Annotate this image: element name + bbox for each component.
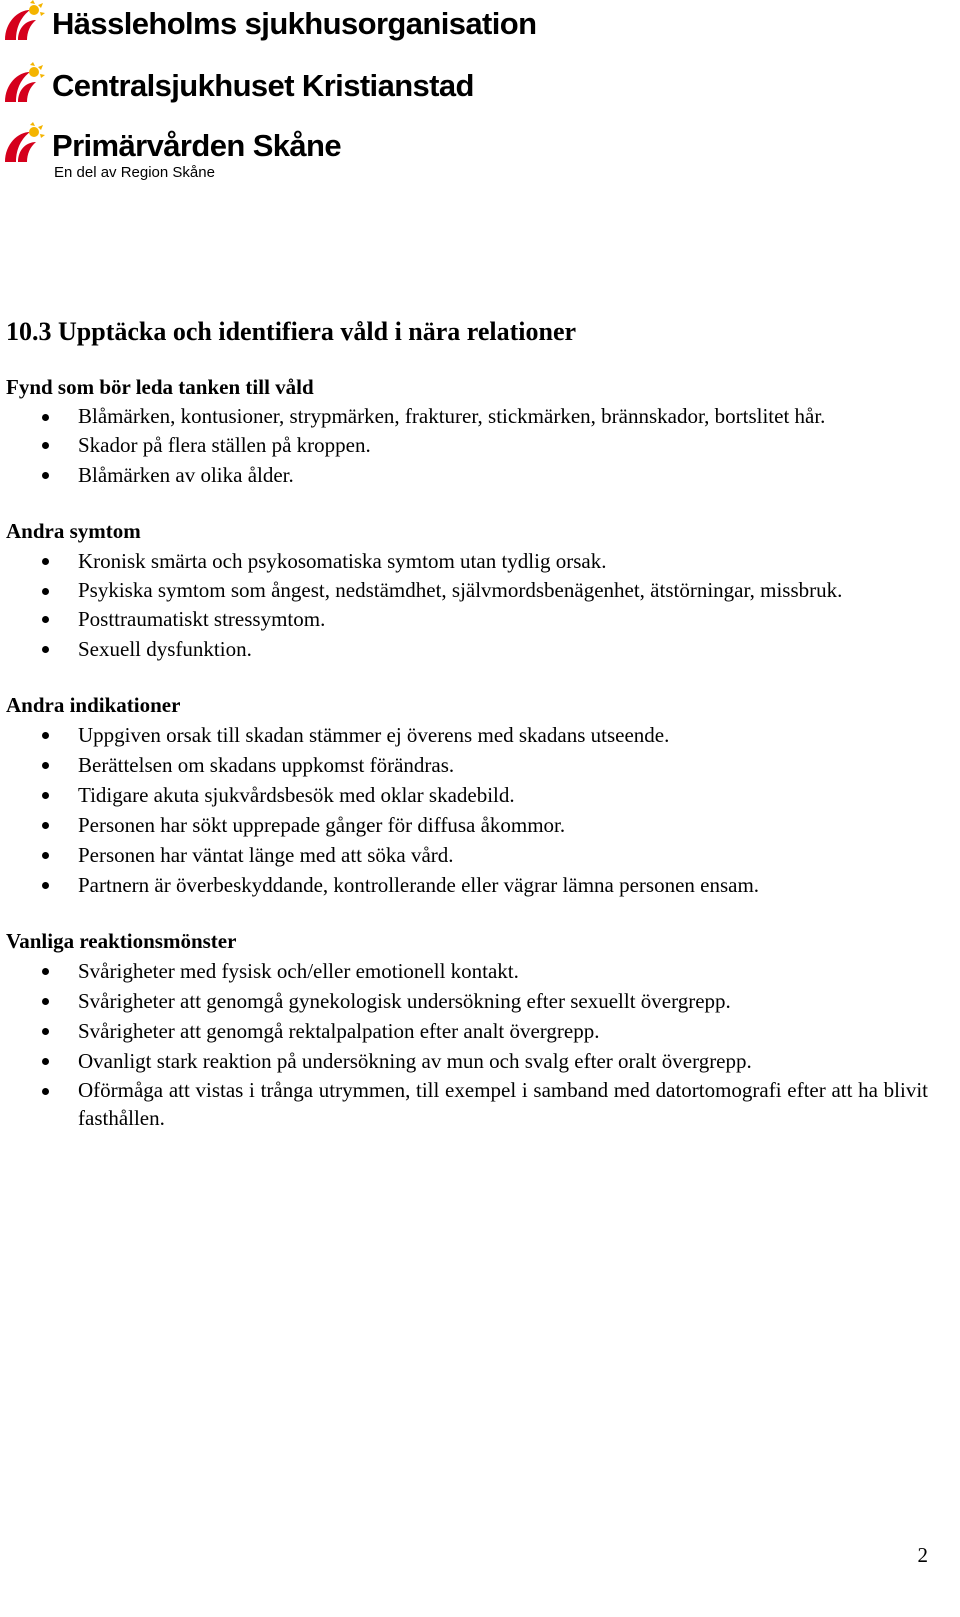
section-heading: Vanliga reaktionsmönster <box>6 929 237 953</box>
bullet-list <box>6 956 928 1132</box>
list-item: Kronisk smärta och psykosomatiska symtom utan tydlig orsak. <box>6 546 928 576</box>
bullet-icon <box>42 472 49 479</box>
list-item: Svårigheter med fysisk och/eller emotionell kontakt. <box>6 956 928 986</box>
section-heading: Andra symtom <box>6 519 141 543</box>
bullet-icon <box>42 442 49 449</box>
bullet-icon <box>42 882 49 889</box>
bullet-icon <box>42 1088 49 1095</box>
page-title: 10.3 Upptäcka och identifiera våld i nära relationer <box>6 317 577 346</box>
list-item: Posttraumatiskt stressymtom. <box>6 604 928 634</box>
region-skane-griffin-logo-icon <box>0 62 46 108</box>
bullet-list <box>6 546 928 664</box>
bullet-icon <box>42 1028 49 1035</box>
list-item: Uppgiven orsak till skadan stämmer ej överens med skadans utseende. <box>6 720 928 750</box>
list-item: Svårigheter att genomgå rektalpalpation efter analt övergrepp. <box>6 1016 928 1046</box>
bullet-icon <box>42 646 49 653</box>
bullet-icon <box>42 822 49 829</box>
list-item: Svårigheter att genomgå gynekologisk undersökning efter sexuellt övergrepp. <box>6 986 928 1016</box>
logo-text-hassleholm: Hässleholms sjukhusorganisation <box>52 5 537 41</box>
section-other-indications <box>6 690 928 900</box>
region-skane-griffin-logo-icon <box>0 122 46 168</box>
list-item: Oförmåga att vistas i trånga utrymmen, till exempel i samband med datortomografi efter att ha blivit fasthållen. <box>6 1076 928 1132</box>
bullet-icon <box>42 762 49 769</box>
logo-primarvarden <box>0 122 341 168</box>
logo-text-primarvarden: Primärvården Skåne <box>52 127 342 163</box>
bullet-icon <box>42 968 49 975</box>
logo-centralsjukhuset <box>0 62 474 108</box>
region-skane-griffin-logo-icon <box>0 0 46 46</box>
page-number: 2 <box>917 1543 928 1567</box>
section-reaction-patterns <box>6 926 928 1132</box>
list-item: Sexuell dysfunktion. <box>6 634 928 664</box>
bullet-list <box>6 720 928 900</box>
bullet-list <box>6 402 928 490</box>
bullet-icon <box>42 1058 49 1065</box>
logo-text-centralsjukhuset: Centralsjukhuset Kristianstad <box>52 67 474 103</box>
list-item: Ovanligt stark reaktion på undersökning av mun och svalg efter oralt övergrepp. <box>6 1046 928 1076</box>
list-item: Skador på flera ställen på kroppen. <box>6 430 928 460</box>
list-item: Berättelsen om skadans uppkomst förändras. <box>6 750 928 780</box>
list-item: Personen har sökt upprepade gånger för diffusa åkommor. <box>6 810 928 840</box>
bullet-icon <box>42 414 49 421</box>
bullet-icon <box>42 588 49 595</box>
bullet-icon <box>42 732 49 739</box>
bullet-icon <box>42 792 49 799</box>
bullet-icon <box>42 616 49 623</box>
list-item: Partnern är överbeskyddande, kontrollerande eller vägrar lämna personen ensam. <box>6 870 928 900</box>
logo-hassleholm <box>0 0 536 46</box>
section-heading: Andra indikationer <box>6 693 181 717</box>
bullet-icon <box>42 852 49 859</box>
section-heading: Fynd som bör leda tanken till våld <box>6 375 314 399</box>
bullet-icon <box>42 998 49 1005</box>
list-item: Personen har väntat länge med att söka vård. <box>6 840 928 870</box>
bullet-icon <box>42 558 49 565</box>
list-item: Blåmärken av olika ålder. <box>6 460 928 490</box>
logo-subtitle-region-skane: En del av Region Skåne <box>54 164 215 181</box>
list-item: Tidigare akuta sjukvårdsbesök med oklar skadebild. <box>6 780 928 810</box>
list-item: Psykiska symtom som ångest, nedstämdhet, självmordsbenägenhet, ätstörningar, missbruk. <box>6 576 928 604</box>
list-item: Blåmärken, kontusioner, strypmärken, frakturer, stickmärken, brännskador, bortslitet hår. <box>6 402 928 430</box>
section-findings <box>6 372 928 490</box>
section-other-symptoms <box>6 516 928 664</box>
document-content <box>6 314 928 1132</box>
